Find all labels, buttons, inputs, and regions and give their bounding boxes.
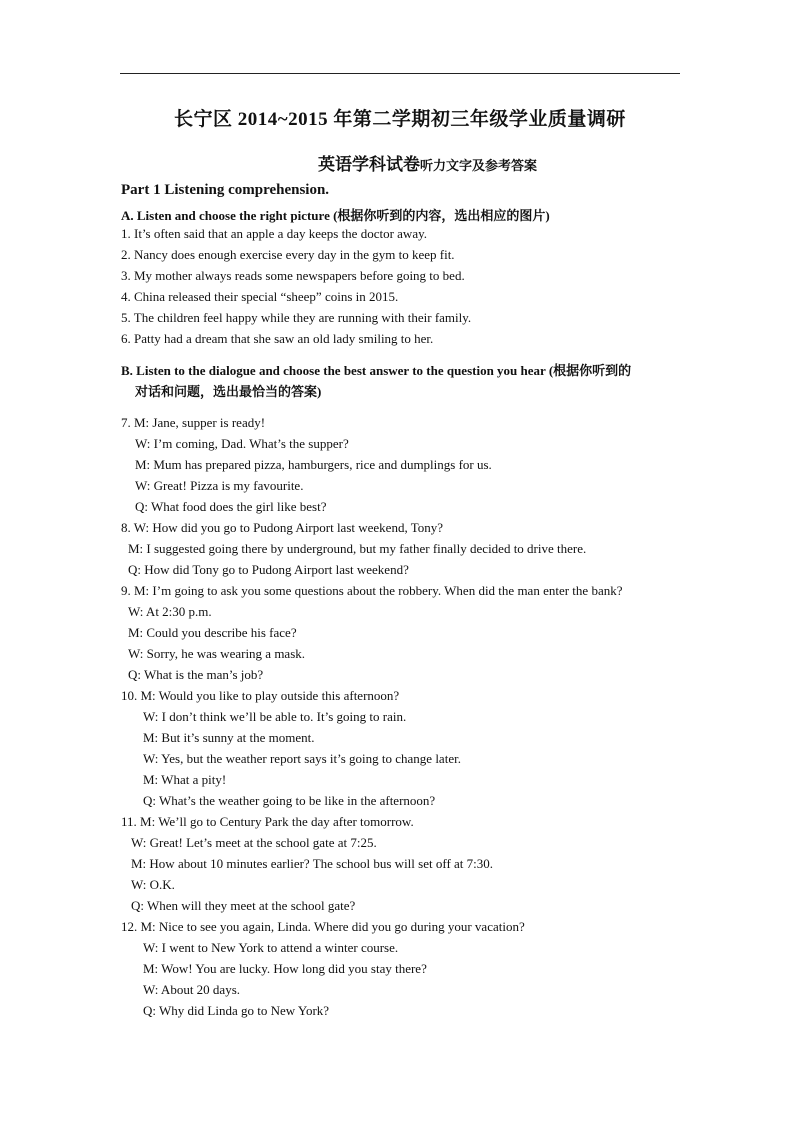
dialogue-line: W: Yes, but the weather report says it’s going to change later. xyxy=(143,751,461,766)
section-a-item: 6. Patty had a dream that she saw an old lady smiling to her. xyxy=(121,331,434,346)
dialogue-line: W: Great! Pizza is my favourite. xyxy=(135,478,304,493)
part1-heading: Part 1 Listening comprehension. xyxy=(121,182,330,198)
page-subtitle xyxy=(318,150,537,175)
dialogue-line: W: I went to New York to attend a winter course. xyxy=(143,940,399,955)
section-a-item: 2. Nancy does enough exercise every day in the gym to keep fit. xyxy=(121,247,455,262)
section-a-item: 1. It’s often said that an apple a day keeps the doctor away. xyxy=(121,226,427,241)
section-b-heading xyxy=(121,360,691,402)
dialogue-question: Q: When will they meet at the school gate? xyxy=(131,898,356,913)
dialogue-line: 10. M: Would you like to play outside this afternoon? xyxy=(121,688,400,703)
dialogue-line: W: About 20 days. xyxy=(143,982,241,997)
dialogue-line: 11. M: We’ll go to Century Park the day after tomorrow. xyxy=(121,814,414,829)
dialogue-line: M: What a pity! xyxy=(143,772,227,787)
dialogue-line: M: Mum has prepared pizza, hamburgers, rice and dumplings for us. xyxy=(135,457,492,472)
dialogue-question: Q: What food does the girl like best? xyxy=(135,499,327,514)
dialogue-line: M: Could you describe his face? xyxy=(128,625,297,640)
dialogue-question: Q: Why did Linda go to New York? xyxy=(143,1003,330,1018)
dialogue-line: 12. M: Nice to see you again, Linda. Where did you go during your vacation? xyxy=(121,919,525,934)
page-title: 长宁区 2014~2015 年第二学期初三年级学业质量调研 xyxy=(174,109,626,130)
dialogue-line: M: How about 10 minutes earlier? The school bus will set off at 7:30. xyxy=(131,856,494,871)
section-b-heading-line2: 对话和问题，选出最恰当的答案) xyxy=(135,384,322,399)
subtitle-main: 英语学科试卷 xyxy=(318,155,420,174)
dialogue-line: W: O.K. xyxy=(131,877,175,892)
dialogue-line: W: I’m coming, Dad. What’s the supper? xyxy=(135,436,349,451)
section-b-heading-line1: B. Listen to the dialogue and choose the best answer to the question you hear (根据你听到的 xyxy=(121,363,632,378)
dialogue-line: W: At 2:30 p.m. xyxy=(128,604,212,619)
dialogue-question: Q: How did Tony go to Pudong Airport last weekend? xyxy=(128,562,409,577)
section-a-item: 3. My mother always reads some newspapers before going to bed. xyxy=(121,268,465,283)
section-a-heading: A. Listen and choose the right picture (根据你听到的内容，选出相应的图片) xyxy=(121,208,550,223)
section-a-item: 4. China released their special “sheep” coins in 2015. xyxy=(121,289,399,304)
dialogue-line: M: But it’s sunny at the moment. xyxy=(143,730,315,745)
section-a-item: 5. The children feel happy while they are running with their family. xyxy=(121,310,472,325)
dialogue-line: W: Sorry, he was wearing a mask. xyxy=(128,646,306,661)
dialogue-line: 7. M: Jane, supper is ready! xyxy=(121,415,266,430)
dialogue-line: M: Wow! You are lucky. How long did you stay there? xyxy=(143,961,427,976)
dialogue-line: 8. W: How did you go to Pudong Airport last weekend, Tony? xyxy=(121,520,444,535)
top-rule xyxy=(120,73,680,74)
subtitle-small: 听力文字及参考答案 xyxy=(420,158,538,173)
dialogue-line: W: I don’t think we’ll be able to. It’s going to rain. xyxy=(143,709,407,724)
dialogue-question: Q: What is the man’s job? xyxy=(128,667,264,682)
dialogue-line: W: Great! Let’s meet at the school gate at 7:25. xyxy=(131,835,377,850)
dialogue-question: Q: What’s the weather going to be like in the afternoon? xyxy=(143,793,436,808)
dialogue-line: 9. M: I’m going to ask you some questions about the robbery. When did the man enter the bank? xyxy=(121,583,623,598)
dialogue-line: M: I suggested going there by underground, but my father finally decided to drive there. xyxy=(128,541,587,556)
